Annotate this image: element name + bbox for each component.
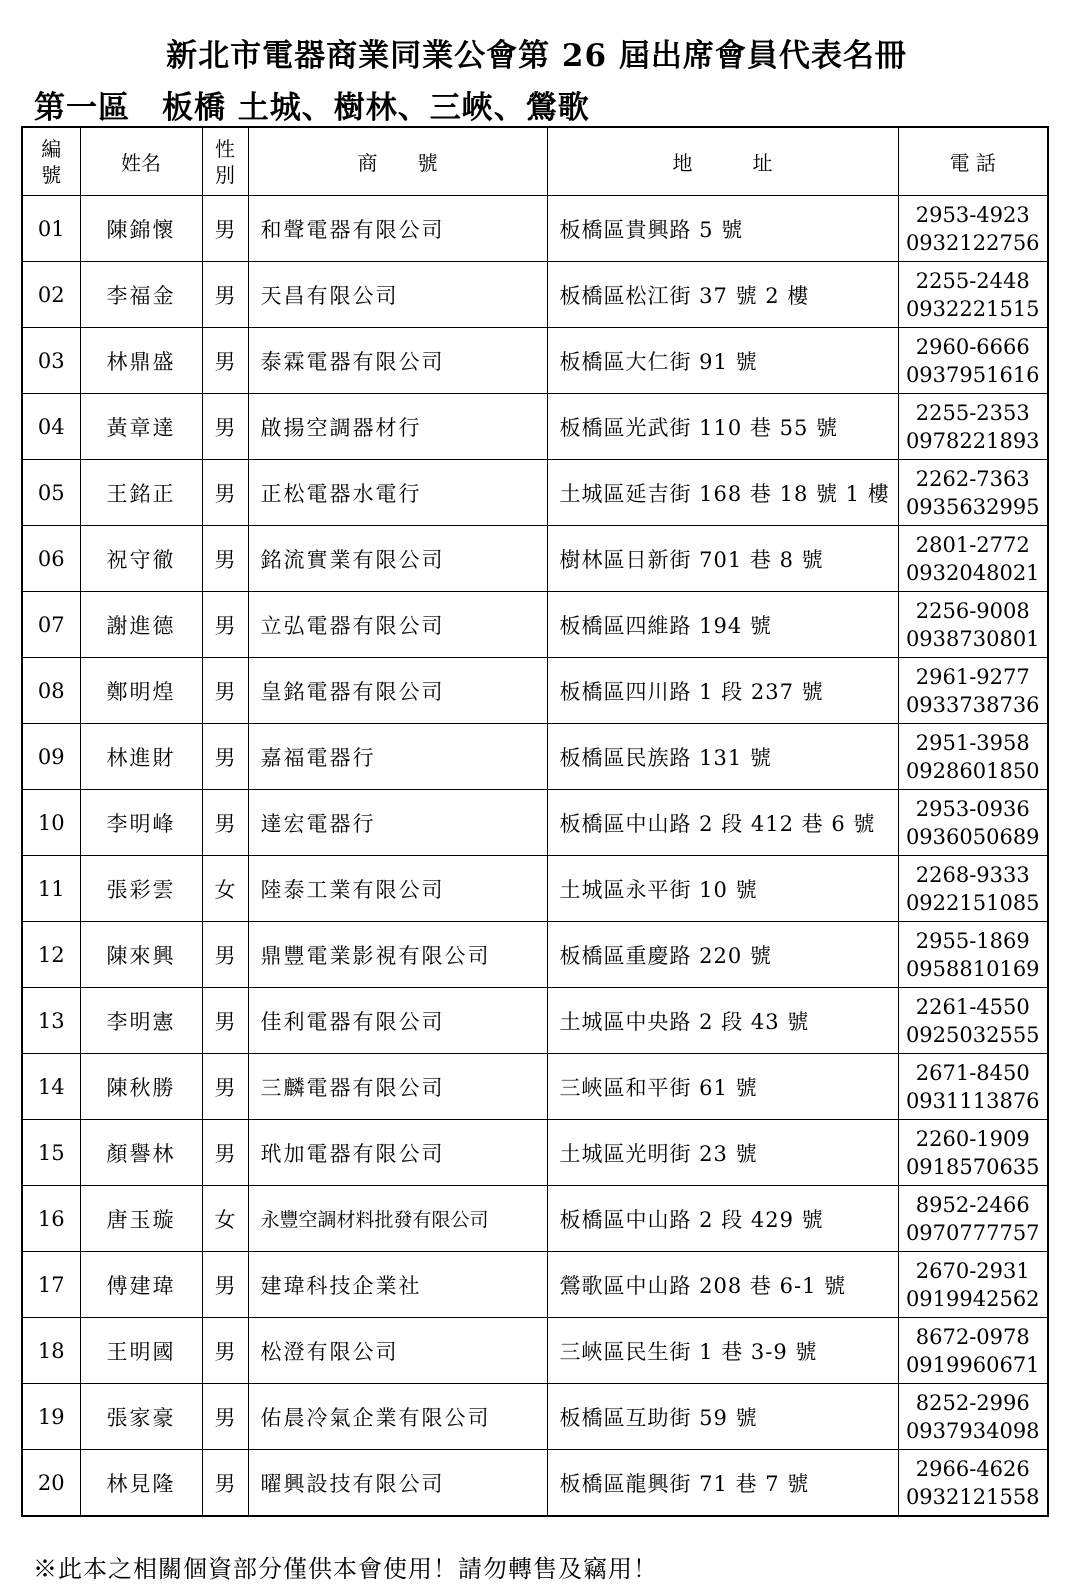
cell-member-name: 黃章達 (80, 394, 202, 460)
cell-phone (898, 1186, 1048, 1252)
table-row (22, 922, 1048, 988)
cell-phone (898, 1054, 1048, 1120)
cell-firm-name: 建瑋科技企業社 (248, 1252, 547, 1318)
cell-firm-name: 啟揚空調器材行 (248, 394, 547, 460)
cell-address: 土城區永平街 10 號 (547, 856, 898, 922)
cell-address: 板橋區四維路 194 號 (547, 592, 898, 658)
mobile-number: 0935632995 (905, 494, 1040, 519)
cell-firm-name: 陸泰工業有限公司 (248, 856, 547, 922)
mobile-number: 0932121558 (905, 1484, 1040, 1509)
cell-gender: 男 (202, 1054, 248, 1120)
cell-gender: 男 (202, 394, 248, 460)
cell-number: 20 (22, 1450, 80, 1517)
cell-gender: 男 (202, 592, 248, 658)
table-row (22, 592, 1048, 658)
cell-number: 14 (22, 1054, 80, 1120)
cell-phone (898, 988, 1048, 1054)
cell-firm-name: 泰霖電器有限公司 (248, 328, 547, 394)
cell-member-name: 王明國 (80, 1318, 202, 1384)
cell-address: 板橋區四川路 1 段 237 號 (547, 658, 898, 724)
landline-number: 2953-0936 (915, 796, 1030, 821)
cell-phone (898, 328, 1048, 394)
table-row (22, 1054, 1048, 1120)
cell-firm-name: 永豐空調材料批發有限公司 (248, 1186, 547, 1252)
cell-member-name: 王銘正 (80, 460, 202, 526)
mobile-number: 0919942562 (905, 1286, 1040, 1311)
cell-member-name: 張彩雲 (80, 856, 202, 922)
cell-gender: 男 (202, 526, 248, 592)
cell-gender: 男 (202, 922, 248, 988)
cell-gender: 男 (202, 724, 248, 790)
cell-number: 01 (22, 196, 80, 262)
landline-number: 8952-2466 (915, 1192, 1030, 1217)
cell-firm-name: 正松電器水電行 (248, 460, 547, 526)
table-header-row (22, 127, 1048, 196)
cell-phone (898, 1384, 1048, 1450)
header-name: 姓名 (80, 127, 202, 196)
privacy-notice: ※此本之相關個資部分僅供本會使用！請勿轉售及竊用！ (33, 1555, 658, 1583)
header-address: 地 址 (547, 127, 898, 196)
landline-number: 2260-1909 (915, 1126, 1030, 1151)
cell-gender: 男 (202, 460, 248, 526)
cell-member-name: 陳秋勝 (80, 1054, 202, 1120)
district-subtitle: 第一區 板橋 土城、樹林、三峽、鶯歌 (34, 90, 590, 126)
table-row (22, 790, 1048, 856)
mobile-number: 0931113876 (905, 1088, 1040, 1113)
landline-number: 2255-2353 (915, 400, 1030, 425)
cell-address: 鶯歌區中山路 208 巷 6-1 號 (547, 1252, 898, 1318)
cell-firm-name: 玳加電器有限公司 (248, 1120, 547, 1186)
mobile-number: 0928601850 (905, 758, 1040, 783)
cell-address: 板橋區光武街 110 巷 55 號 (547, 394, 898, 460)
table-row (22, 658, 1048, 724)
cell-gender: 男 (202, 1318, 248, 1384)
cell-phone (898, 790, 1048, 856)
cell-address: 板橋區大仁街 91 號 (547, 328, 898, 394)
cell-member-name: 傅建瑋 (80, 1252, 202, 1318)
cell-firm-name: 立弘電器有限公司 (248, 592, 547, 658)
cell-address: 土城區中央路 2 段 43 號 (547, 988, 898, 1054)
landline-number: 2268-9333 (915, 862, 1030, 887)
landline-number: 2966-4626 (915, 1456, 1030, 1481)
table-row (22, 1186, 1048, 1252)
cell-number: 02 (22, 262, 80, 328)
table-row (22, 724, 1048, 790)
cell-phone (898, 262, 1048, 328)
mobile-number: 0925032555 (905, 1022, 1040, 1047)
cell-address: 板橋區重慶路 220 號 (547, 922, 898, 988)
header-number-line1: 編 (41, 136, 62, 161)
mobile-number: 0932221515 (905, 296, 1040, 321)
cell-phone (898, 460, 1048, 526)
cell-address: 板橋區貴興路 5 號 (547, 196, 898, 262)
cell-number: 12 (22, 922, 80, 988)
cell-gender: 男 (202, 196, 248, 262)
landline-number: 2953-4923 (915, 202, 1030, 227)
landline-number: 2951-3958 (915, 730, 1030, 755)
table-row (22, 526, 1048, 592)
mobile-number: 0937951616 (905, 362, 1040, 387)
landline-number: 2261-4550 (915, 994, 1030, 1019)
cell-gender: 男 (202, 1252, 248, 1318)
landline-number: 2262-7363 (915, 466, 1030, 491)
cell-gender: 男 (202, 658, 248, 724)
cell-member-name: 鄭明煌 (80, 658, 202, 724)
cell-firm-name: 和聲電器有限公司 (248, 196, 547, 262)
cell-phone (898, 658, 1048, 724)
header-gender (202, 127, 248, 196)
cell-address: 土城區延吉街 168 巷 18 號 1 樓 (547, 460, 898, 526)
cell-phone (898, 394, 1048, 460)
landline-number: 2256-9008 (915, 598, 1030, 623)
header-gender-line2: 別 (215, 162, 235, 187)
table-row (22, 1384, 1048, 1450)
cell-gender: 男 (202, 1120, 248, 1186)
cell-address: 板橋區民族路 131 號 (547, 724, 898, 790)
table-row (22, 460, 1048, 526)
cell-member-name: 林見隆 (80, 1450, 202, 1517)
mobile-number: 0970777757 (905, 1220, 1040, 1245)
cell-number: 09 (22, 724, 80, 790)
mobile-number: 0936050689 (905, 824, 1040, 849)
cell-member-name: 陳錦懷 (80, 196, 202, 262)
cell-number: 10 (22, 790, 80, 856)
table-row (22, 1252, 1048, 1318)
cell-address: 板橋區中山路 2 段 412 巷 6 號 (547, 790, 898, 856)
cell-firm-name: 松澄有限公司 (248, 1318, 547, 1384)
cell-address: 樹林區日新街 701 巷 8 號 (547, 526, 898, 592)
mobile-number: 0978221893 (905, 428, 1040, 453)
cell-member-name: 林鼎盛 (80, 328, 202, 394)
table-row (22, 1318, 1048, 1384)
document-title: 新北市電器商業同業公會第 26 屆出席會員代表名冊 (166, 38, 907, 74)
cell-number: 11 (22, 856, 80, 922)
table-row (22, 988, 1048, 1054)
cell-number: 08 (22, 658, 80, 724)
cell-gender: 女 (202, 856, 248, 922)
cell-phone (898, 1318, 1048, 1384)
cell-member-name: 謝進德 (80, 592, 202, 658)
cell-member-name: 顏譽林 (80, 1120, 202, 1186)
cell-member-name: 林進財 (80, 724, 202, 790)
cell-address: 板橋區松江街 37 號 2 樓 (547, 262, 898, 328)
cell-member-name: 陳來興 (80, 922, 202, 988)
cell-firm-name: 佳利電器有限公司 (248, 988, 547, 1054)
header-gender-line1: 性 (215, 136, 235, 161)
cell-member-name: 李福金 (80, 262, 202, 328)
table-row (22, 328, 1048, 394)
cell-firm-name: 佑晨冷氣企業有限公司 (248, 1384, 547, 1450)
cell-number: 07 (22, 592, 80, 658)
landline-number: 2955-1869 (915, 928, 1030, 953)
cell-gender: 男 (202, 988, 248, 1054)
mobile-number: 0937934098 (905, 1418, 1040, 1443)
mobile-number: 0922151085 (905, 890, 1040, 915)
cell-number: 15 (22, 1120, 80, 1186)
landline-number: 2960-6666 (915, 334, 1030, 359)
cell-firm-name: 曜興設技有限公司 (248, 1450, 547, 1517)
mobile-number: 0938730801 (905, 626, 1040, 651)
mobile-number: 0958810169 (905, 956, 1040, 981)
header-number-line2: 號 (41, 162, 62, 187)
member-roster-table (21, 126, 1049, 1517)
cell-phone (898, 592, 1048, 658)
cell-firm-name: 鼎豐電業影視有限公司 (248, 922, 547, 988)
mobile-number: 0932122756 (905, 230, 1040, 255)
landline-number: 2670-2931 (915, 1258, 1030, 1283)
cell-phone (898, 196, 1048, 262)
cell-gender: 男 (202, 328, 248, 394)
cell-phone (898, 922, 1048, 988)
cell-address: 三峽區和平街 61 號 (547, 1054, 898, 1120)
cell-gender: 男 (202, 790, 248, 856)
mobile-number: 0918570635 (905, 1154, 1040, 1179)
cell-phone (898, 856, 1048, 922)
landline-number: 8252-2996 (915, 1390, 1030, 1415)
cell-number: 18 (22, 1318, 80, 1384)
landline-number: 2255-2448 (915, 268, 1030, 293)
cell-firm-name: 達宏電器行 (248, 790, 547, 856)
cell-number: 19 (22, 1384, 80, 1450)
cell-number: 05 (22, 460, 80, 526)
cell-number: 17 (22, 1252, 80, 1318)
table-row (22, 1120, 1048, 1186)
header-number (22, 127, 80, 196)
landline-number: 2671-8450 (915, 1060, 1030, 1085)
cell-member-name: 祝守徹 (80, 526, 202, 592)
cell-firm-name: 皇銘電器有限公司 (248, 658, 547, 724)
cell-firm-name: 天昌有限公司 (248, 262, 547, 328)
table-row (22, 1450, 1048, 1517)
mobile-number: 0919960671 (905, 1352, 1040, 1377)
table-row (22, 394, 1048, 460)
cell-address: 板橋區中山路 2 段 429 號 (547, 1186, 898, 1252)
cell-address: 三峽區民生街 1 巷 3-9 號 (547, 1318, 898, 1384)
cell-member-name: 唐玉璇 (80, 1186, 202, 1252)
cell-number: 06 (22, 526, 80, 592)
header-phone: 電 話 (898, 127, 1048, 196)
cell-member-name: 李明峰 (80, 790, 202, 856)
landline-number: 2801-2772 (915, 532, 1030, 557)
cell-firm-name: 嘉福電器行 (248, 724, 547, 790)
table-row (22, 856, 1048, 922)
cell-number: 13 (22, 988, 80, 1054)
cell-phone (898, 1450, 1048, 1517)
cell-number: 16 (22, 1186, 80, 1252)
mobile-number: 0932048021 (905, 560, 1040, 585)
table-row (22, 262, 1048, 328)
cell-number: 03 (22, 328, 80, 394)
cell-member-name: 李明憲 (80, 988, 202, 1054)
cell-firm-name: 三麟電器有限公司 (248, 1054, 547, 1120)
cell-address: 板橋區互助街 59 號 (547, 1384, 898, 1450)
cell-gender: 男 (202, 262, 248, 328)
cell-address: 板橋區龍興街 71 巷 7 號 (547, 1450, 898, 1517)
cell-address: 土城區光明街 23 號 (547, 1120, 898, 1186)
cell-phone (898, 1252, 1048, 1318)
table-row (22, 196, 1048, 262)
cell-phone (898, 526, 1048, 592)
cell-phone (898, 1120, 1048, 1186)
cell-phone (898, 724, 1048, 790)
landline-number: 8672-0978 (915, 1324, 1030, 1349)
header-firm: 商 號 (248, 127, 547, 196)
cell-gender: 男 (202, 1450, 248, 1517)
table-body (22, 196, 1048, 1517)
cell-gender: 男 (202, 1384, 248, 1450)
cell-firm-name: 銘流實業有限公司 (248, 526, 547, 592)
landline-number: 2961-9277 (915, 664, 1030, 689)
cell-number: 04 (22, 394, 80, 460)
cell-member-name: 張家豪 (80, 1384, 202, 1450)
mobile-number: 0933738736 (905, 692, 1040, 717)
cell-gender: 女 (202, 1186, 248, 1252)
